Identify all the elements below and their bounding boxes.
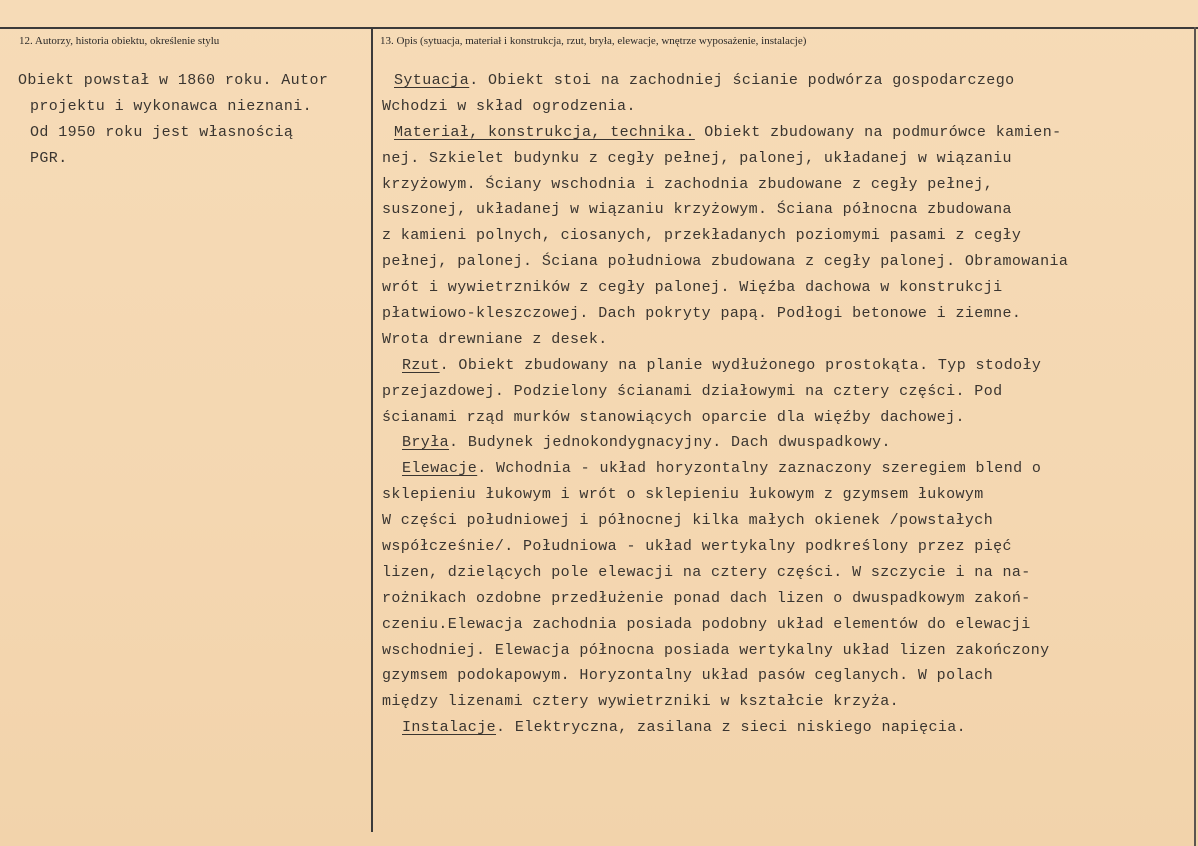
desc-line: z kamieni polnych, ciosanych, przekładanych poziomymi pasami z cegły bbox=[382, 227, 1022, 245]
section-heading: Instalacje bbox=[402, 719, 497, 737]
left-line: Od 1950 roku jest własnością bbox=[30, 123, 294, 141]
desc-line: Bryła. Budynek jednokondygnacyjny. Dach dwuspadkowy. bbox=[402, 434, 891, 452]
section-heading: Bryła bbox=[402, 434, 450, 452]
desc-line: Rzut. Obiekt zbudowany na planie wydłużonego prostokąta. Typ stodoły bbox=[402, 356, 1042, 374]
section-heading: Elewacje bbox=[402, 460, 478, 478]
desc-line: płatwiowo-kleszczowej. Dach pokryty papą. Podłogi betonowe i ziemne. bbox=[382, 305, 1022, 323]
desc-line: Wrota drewniane z desek. bbox=[382, 330, 608, 348]
left-line: projektu i wykonawca nieznani. bbox=[30, 97, 313, 115]
desc-line: Materiał, konstrukcja, technika. Obiekt zbudowany na podmurówce kamien- bbox=[394, 123, 1062, 141]
desc-line: suszonej, układanej w wiązaniu krzyżowym. Ściana północna zbudowana bbox=[382, 201, 1012, 219]
desc-line: gzymsem podokapowym. Horyzontalny układ pasów ceglanych. W polach bbox=[382, 667, 994, 685]
desc-line: przejazdowej. Podzielony ścianami działowymi na cztery części. Pod bbox=[382, 382, 1003, 400]
left-line: Obiekt powstał w 1860 roku. Autor bbox=[18, 72, 329, 89]
field-12-header: 12. Autorzy, historia obiektu, określenie stylu bbox=[19, 35, 220, 47]
section-heading: Rzut bbox=[402, 356, 440, 374]
desc-line: ścianami rząd murków stanowiących oparcie dla więźby dachowej. bbox=[382, 408, 965, 426]
desc-line: Elewacje. Wchodnia - układ horyzontalny zaznaczony szeregiem blend o bbox=[402, 460, 1042, 478]
desc-line: między lizenami cztery wywietrzniki w kształcie krzyża. bbox=[382, 693, 900, 711]
desc-line: W części południowej i północnej kilka małych okienek /powstałych bbox=[382, 512, 994, 530]
desc-line: lizen, dzielących pole elewacji na cztery części. W szczycie i na na- bbox=[382, 563, 1031, 581]
desc-line: Sytuacja. Obiekt stoi na zachodniej ścianie podwórza gospodarczego bbox=[394, 72, 1015, 89]
desc-line: pełnej, palonej. Ściana południowa zbudowana z cegły palonej. Obramowania bbox=[382, 253, 1069, 271]
section-heading: Sytuacja bbox=[394, 72, 470, 89]
top-rule bbox=[0, 27, 1198, 29]
desc-line: wschodniej. Elewacja północna posiada wertykalny układ lizen zakończony bbox=[382, 641, 1050, 659]
description-field bbox=[382, 68, 1190, 741]
desc-line: współcześnie/. Południowa - układ wertykalny podkreślony przez pięć bbox=[382, 538, 1012, 556]
right-edge bbox=[1194, 27, 1196, 846]
desc-line: czeniu.Elewacja zachodnia posiada podobny układ elementów do elewacji bbox=[382, 615, 1031, 633]
desc-line: Wchodzi w skład ogrodzenia. bbox=[382, 97, 636, 115]
desc-line: nej. Szkielet budynku z cegły pełnej, palonej, układanej w wiązaniu bbox=[382, 149, 1012, 167]
section-heading: Materiał, konstrukcja, technika. bbox=[394, 123, 695, 141]
desc-line: krzyżowym. Ściany wschodnia i zachodnia zbudowane z cegły pełnej, bbox=[382, 175, 994, 193]
left-line: PGR. bbox=[30, 149, 68, 167]
authors-history-field bbox=[18, 68, 363, 172]
desc-line: rożnikach ozdobne przedłużenie ponad dach lizen o dwuspadkowym zakoń- bbox=[382, 589, 1031, 607]
desc-line: wrót i wywietrzników z cegły palonej. Więźba dachowa w konstrukcji bbox=[382, 279, 1003, 297]
column-divider bbox=[371, 27, 373, 832]
field-13-header: 13. Opis (sytuacja, materiał i konstrukcja, rzut, bryła, elewacje, wnętrze wyposażenie, instalacje) bbox=[380, 35, 807, 47]
desc-line: sklepieniu łukowym i wrót o sklepieniu łukowym z gzymsem łukowym bbox=[382, 486, 984, 504]
desc-line: Instalacje. Elektryczna, zasilana z sieci niskiego napięcia. bbox=[402, 719, 967, 737]
